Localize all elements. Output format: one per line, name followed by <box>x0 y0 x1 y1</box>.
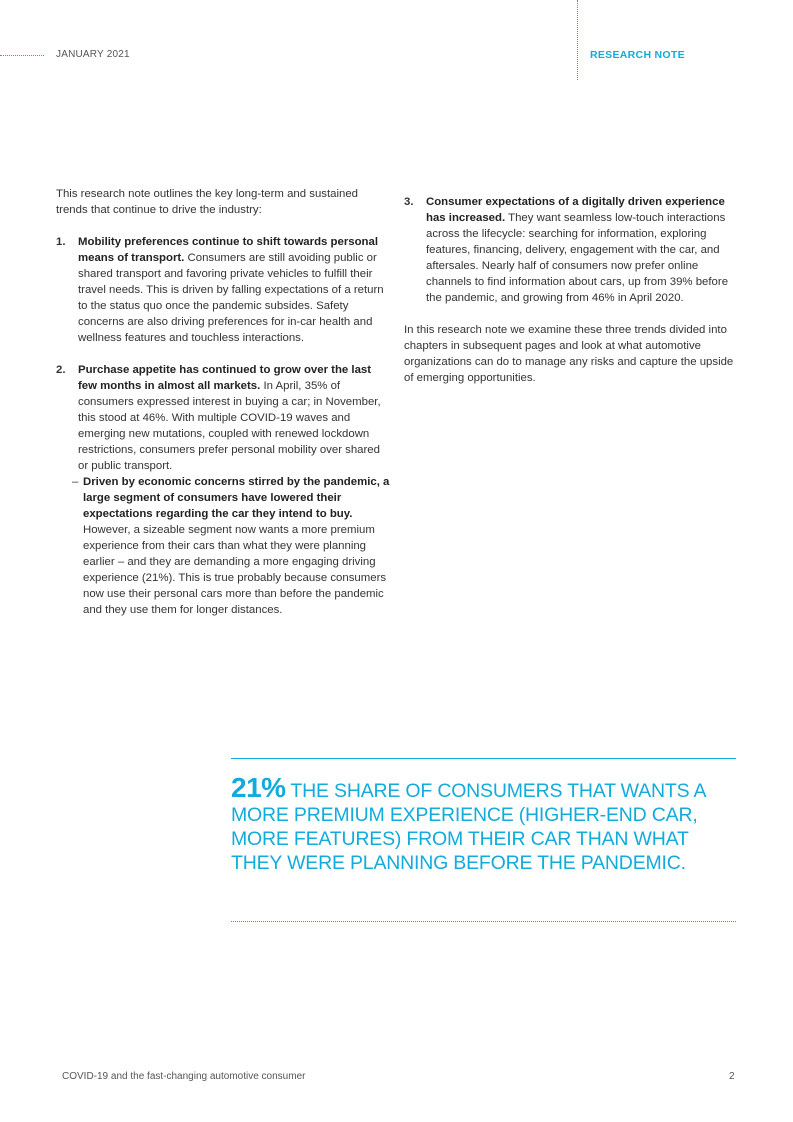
trend-number: 1. <box>56 236 66 248</box>
intro-paragraph: This research note outlines the key long-term and sustained trends that continue to drive the industry: <box>56 188 359 216</box>
trend-paragraph <box>78 362 390 474</box>
callout-top-rule <box>231 758 736 759</box>
sub-item-headline: Driven by economic concerns stirred by the pandemic, a large segment of consumers have lowered their expectations regarding the car they intend to buy. <box>83 476 390 520</box>
trend-text: In April, 35% of consumers expressed interest in buying a car; in November, this stood at 46%. With multiple COVID-19 waves and emerging new mutations, coupled with renewed lockdown restrictions, consumers prefer personal mobility over shared or public transport. <box>78 380 381 472</box>
header-section-label: RESEARCH NOTE <box>590 49 685 61</box>
trend-sub-item <box>56 474 390 618</box>
trend-number: 2. <box>56 364 66 376</box>
footer-title: COVID-19 and the fast-changing automotive consumer <box>62 1071 306 1082</box>
trend-headline: Purchase appetite has continued to grow over the last few months in almost all markets. <box>78 364 372 392</box>
trend-headline: Consumer expectations of a digitally driven experience has increased. <box>426 196 725 224</box>
trend-item-1 <box>56 234 390 346</box>
callout-bottom-rule <box>231 921 736 922</box>
outro-paragraph: In this research note we examine these three trends divided into chapters in subsequent pages and look at what automotive organizations can do to manage any risks and capture the upside of emerging opportunities. <box>404 324 734 384</box>
callout-stat: 21% <box>231 772 286 803</box>
page-number: 2 <box>729 1071 735 1082</box>
trend-text: They want seamless low-touch interactions across the lifecycle: searching for information, exploring features, financing, delivery, engagement with the car, and aftersales. Nearly half of consumers now prefer online channels to find information about cars, up from 39% before the pandemic, and growing from 46% in April 2020. <box>426 212 729 304</box>
left-column <box>56 186 390 618</box>
header-date: JANUARY 2021 <box>56 49 130 60</box>
stat-callout <box>231 772 731 875</box>
sub-item-dash: – <box>72 476 79 488</box>
trend-text: Consumers are still avoiding public or shared transport and favoring private vehicles to fulfill their travel needs. This is driven by falling expectations of a return to the status quo once the pandemic subsides. Safety concerns are also driving preferences for in-car health and wellness features and touchless interactions. <box>78 252 384 344</box>
trend-item-3 <box>404 194 740 306</box>
trend-item-2 <box>56 362 390 474</box>
trend-paragraph <box>78 234 390 346</box>
sub-item-text: However, a sizeable segment now wants a more premium experience from their cars than what they were planning earlier – and they are demanding a more engaging driving experience (21%). This is true probably because consumers now use their personal cars more than before the pandemic and they use them for longer distances. <box>83 524 387 616</box>
header-vertical-divider <box>577 0 578 80</box>
callout-text: THE SHARE OF CONSUMERS THAT WANTS A MORE PREMIUM EXPERIENCE (HIGHER-END CAR, MORE FEATURES) FROM THEIR CAR THAN WHAT THEY WERE PLANNING BEFORE THE PANDEMIC. <box>231 780 706 874</box>
header-dotted-rule <box>0 55 44 56</box>
right-column <box>404 194 740 386</box>
trend-number: 3. <box>404 196 414 208</box>
trend-paragraph <box>426 194 740 306</box>
trend-headline: Mobility preferences continue to shift towards personal means of transport. <box>78 236 378 264</box>
sub-item-paragraph <box>83 474 390 618</box>
